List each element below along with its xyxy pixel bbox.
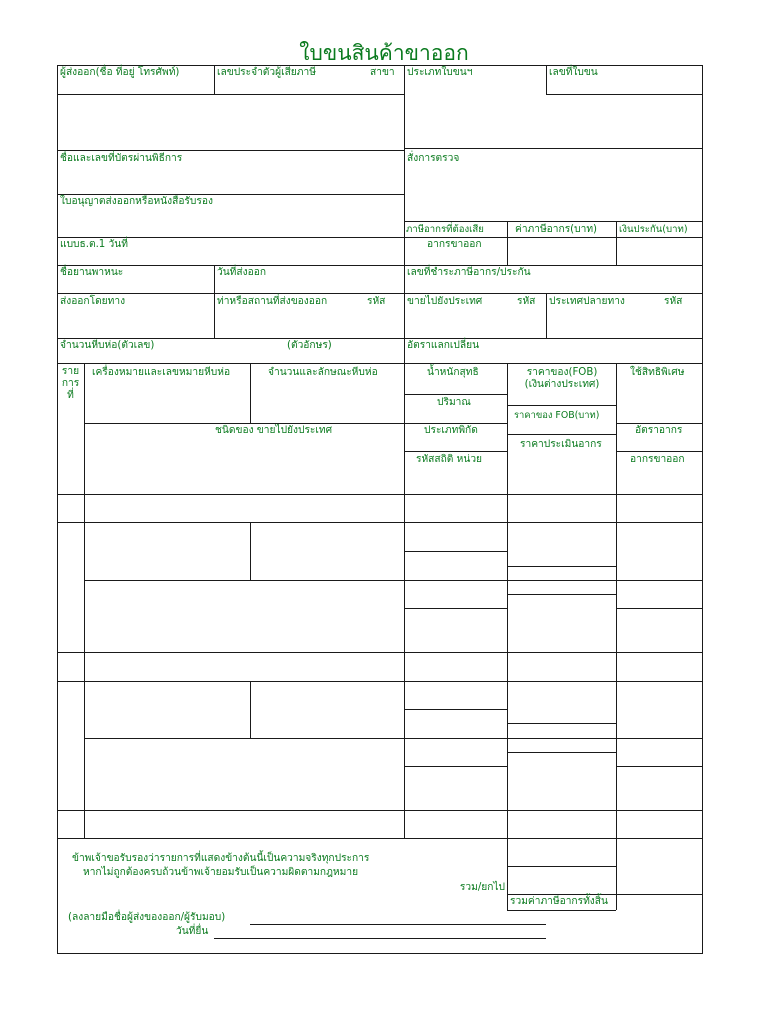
transport-mode-label: ส่งออกโดยทาง	[60, 296, 126, 307]
receipt-no-label: เลขที่ชำระภาษีอากร/ประกัน	[407, 267, 531, 278]
export-duty-label: อากรขาออก	[630, 454, 685, 465]
declaration-line2: หากไม่ถูกต้องครบถ้วนข้าพเจ้ายอมรับเป็นความผิดตามกฎหมาย	[83, 867, 359, 878]
export-duty-header-label: อากรขาออก	[427, 239, 482, 250]
tariff-label: ประเภทพิกัด	[424, 425, 478, 436]
stat-code-label: รหัสสถิติ หน่วย	[416, 454, 483, 465]
marks-label: เครื่องหมายและเลขหมายหีบห่อ	[92, 367, 231, 378]
destination-country-label: ประเทศปลายทาง	[549, 296, 625, 307]
quantity-kind-label: จำนวนและลักษณะหีบห่อ	[268, 367, 378, 378]
carried-forward-label: รวม/ยกไป	[459, 882, 505, 893]
vehicle-label: ชื่อยานพาหนะ	[60, 267, 124, 278]
form-title: ใบขนสินค้าขาออก	[299, 41, 469, 65]
goods-kind-label: ชนิดของ ขายไปยังประเทศ	[215, 425, 333, 436]
fob-foreign-line1: ราคาของ(FOB)	[526, 367, 598, 378]
branch-label: สาขา	[370, 67, 395, 78]
net-weight-label: น้ำหนักสุทธิ	[427, 367, 479, 378]
item-no-line3: ที่	[67, 390, 74, 401]
tax-id-label: เลขประจำตัวผู้เสียภาษี	[217, 67, 316, 78]
item-no-line1: ราย	[61, 366, 80, 377]
sold-to-country-label: ขายไปยังประเทศ	[407, 296, 483, 307]
duty-payable-label: ภาษีอากรที่ต้องเสีย	[406, 224, 484, 235]
assessed-value-label: ราคาประเมินอากร	[520, 439, 602, 450]
exchange-rate-label: อัตราแลกเปลี่ยน	[407, 340, 480, 351]
total-tax-label: รวมค่าภาษีอากรทั้งสิ้น	[510, 896, 608, 907]
item-no-label	[57, 366, 84, 402]
packages-number-label: จำนวนหีบห่อ(ตัวเลข)	[60, 340, 155, 351]
port-label: ท่าหรือสถานที่ส่งของออก	[217, 296, 328, 307]
fob-foreign-label	[507, 367, 617, 391]
id-card-label: ชื่อและเลขที่บัตรผ่านพิธีการ	[60, 153, 183, 164]
destination-code-label: รหัส	[664, 296, 683, 307]
declaration-no-label: เลขที่ใบขน	[549, 67, 598, 78]
quantity-label: ปริมาณ	[437, 397, 471, 408]
port-code-label: รหัส	[367, 296, 386, 307]
exporter-label: ผู้ส่งออก(ชื่อ ที่อยู่ โทรศัพท์)	[60, 67, 180, 78]
export-permit-label: ใบอนุญาตส่งออกหรือหนังสือรับรอง	[60, 196, 213, 207]
fob-foreign-line2: (เงินต่างประเทศ)	[524, 379, 600, 390]
inspection-order-label: สั่งการตรวจ	[407, 153, 460, 164]
duty-rate-label: อัตราอากร	[635, 425, 683, 436]
tax-amount-label: ค่าภาษีอากร(บาท)	[515, 224, 598, 235]
privilege-label: ใช้สิทธิพิเศษ	[630, 367, 685, 378]
packages-text-label: (ตัวอักษร)	[287, 340, 332, 351]
form-date-label: แบบธ.ต.1 วันที่	[60, 239, 128, 250]
guarantee-label: เงินประกัน(บาท)	[619, 224, 688, 235]
submission-date-label: วันที่ยื่น	[176, 926, 209, 937]
fob-baht-label: ราคาของ FOB(บาท)	[514, 410, 600, 421]
sold-to-code-label: รหัส	[517, 296, 536, 307]
signature-label: (ลงลายมือชื่อผู้ส่งของออก/ผู้รับมอบ)	[68, 912, 226, 923]
item-no-line2: การ	[61, 378, 80, 389]
declaration-line1: ข้าพเจ้าขอรับรองว่ารายการที่แสดงข้างต้นนี้เป็นความจริงทุกประการ	[72, 853, 370, 864]
export-date-label: วันที่ส่งออก	[217, 267, 266, 278]
declaration-type-label: ประเภทใบขนฯ	[407, 67, 473, 78]
